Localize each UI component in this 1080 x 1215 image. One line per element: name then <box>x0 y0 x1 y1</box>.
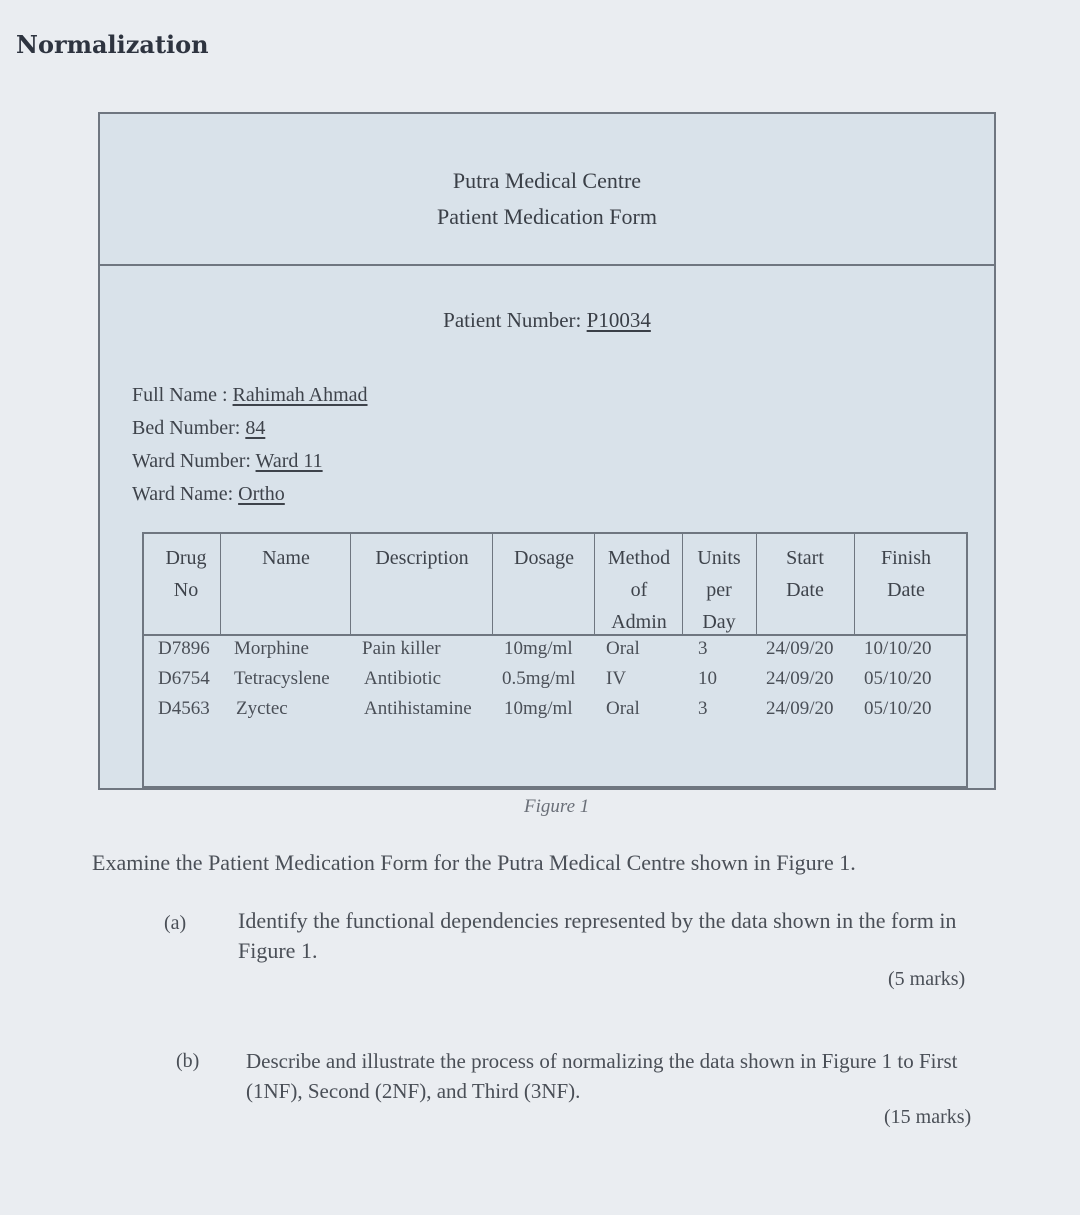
header-start-date: Start Date <box>786 547 824 601</box>
patient-number-line <box>100 308 994 333</box>
cell-finish-date: 05/10/20 <box>864 668 932 689</box>
full-name-value: Rahimah Ahmad <box>232 384 368 406</box>
full-name-line <box>132 384 368 417</box>
cell-method: Oral <box>606 638 640 659</box>
cell-dosage: 10mg/ml <box>504 698 573 719</box>
table-row <box>144 698 966 728</box>
patient-number-label: Patient Number: <box>443 308 582 332</box>
header-method: Method of Admin <box>607 547 671 633</box>
cell-start-date: 24/09/20 <box>766 638 834 659</box>
cell-finish-date: 05/10/20 <box>864 698 932 719</box>
header-dosage: Dosage <box>514 547 574 569</box>
cell-dosage: 0.5mg/ml <box>502 668 576 689</box>
bed-number-value: 84 <box>245 417 266 439</box>
form-header <box>100 114 994 266</box>
table-header-row <box>144 534 966 636</box>
cell-name: Tetracyslene <box>234 668 330 689</box>
table-row <box>144 668 966 698</box>
ward-name-line <box>132 483 368 516</box>
patient-details <box>132 384 368 516</box>
cell-description: Pain killer <box>362 638 441 659</box>
bed-number-label: Bed Number: <box>132 417 241 439</box>
question-a-marks: (5 marks) <box>888 968 966 990</box>
ward-number-label: Ward Number: <box>132 450 251 472</box>
cell-description: Antihistamine <box>364 698 472 719</box>
cell-description: Antibiotic <box>364 668 442 689</box>
header-finish-date: Finish Date <box>880 547 932 601</box>
header-units: Units per Day <box>697 547 741 633</box>
cell-units: 3 <box>698 638 708 659</box>
cell-units: 3 <box>698 698 708 719</box>
full-name-label: Full Name : <box>132 384 228 406</box>
cell-name: Morphine <box>234 638 309 659</box>
table-body <box>144 638 966 728</box>
bed-number-line <box>132 417 368 450</box>
question-a-label: (a) <box>164 912 187 934</box>
question-a-text: Identify the functional dependencies represented by the data shown in the form in Figure 1. <box>238 908 957 963</box>
header-drug-no: Drug No <box>165 547 207 601</box>
ward-name-value: Ortho <box>238 483 285 505</box>
cell-drug-no: D4563 <box>158 698 210 719</box>
patient-number-value: P10034 <box>586 308 651 332</box>
cell-method: Oral <box>606 698 640 719</box>
centre-name: Putra Medical Centre <box>452 168 642 193</box>
medication-table <box>142 532 968 788</box>
cell-name: Zyctec <box>236 698 288 719</box>
cell-method: IV <box>606 668 627 689</box>
page-heading: Normalization <box>16 30 209 59</box>
question-intro: Examine the Patient Medication Form for the Putra Medical Centre shown in Figure 1. <box>92 850 856 875</box>
ward-number-line <box>132 450 368 483</box>
figure-caption: Figure 1 <box>524 796 590 817</box>
ward-number-value: Ward 11 <box>255 450 323 472</box>
form-title: Patient Medication Form <box>437 204 657 229</box>
cell-drug-no: D6754 <box>158 668 210 689</box>
header-name: Name <box>262 547 310 569</box>
cell-start-date: 24/09/20 <box>766 668 834 689</box>
ward-name-label: Ward Name: <box>132 483 234 505</box>
cell-finish-date: 10/10/20 <box>864 638 932 659</box>
question-b-label: (b) <box>176 1050 200 1072</box>
table-row <box>144 638 966 668</box>
question-b-marks: (15 marks) <box>884 1106 972 1128</box>
cell-dosage: 10mg/ml <box>504 638 573 659</box>
cell-units: 10 <box>698 668 717 689</box>
cell-drug-no: D7896 <box>158 638 210 659</box>
cell-start-date: 24/09/20 <box>766 698 834 719</box>
question-b-text: Describe and illustrate the process of normalizing the data shown in Figure 1 to First (1NF), Second (2NF), and Third (3NF). <box>246 1049 958 1103</box>
header-description: Description <box>375 547 469 569</box>
medication-form <box>98 112 996 790</box>
